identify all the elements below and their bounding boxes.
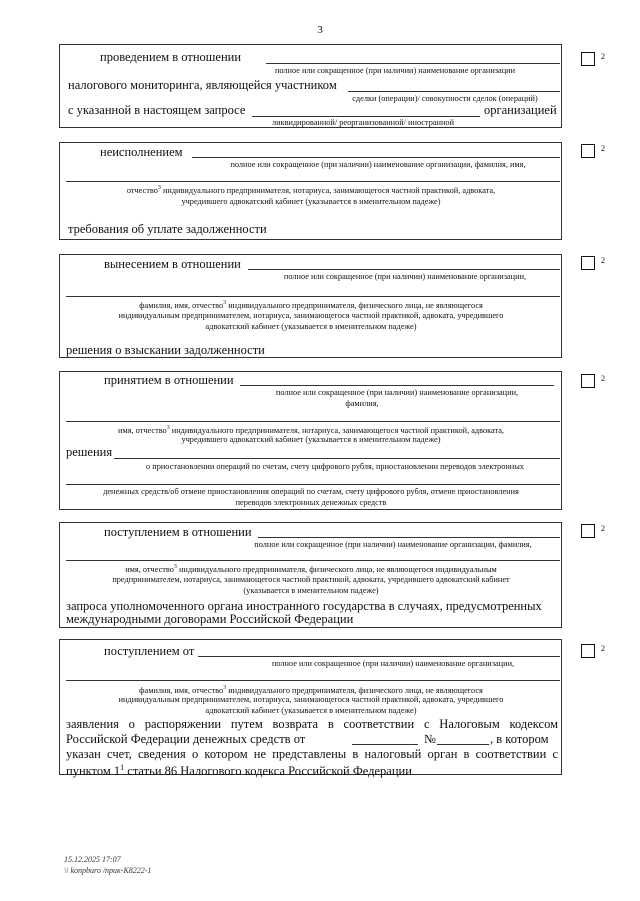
block4-caption4: о приостановлении операций по счетам, счету цифрового рубля, приостановлении переводов электронных — [146, 462, 524, 471]
blank-field[interactable] — [198, 656, 560, 657]
block3-caption1: полное или сокращенное (при наличии) наименование организации, — [283, 272, 527, 281]
block6-paragraph-line4: пунктом $1^1$ статьи 86 Налогового кодекса Российской Федерации — [66, 763, 412, 779]
block6-caption4: адвокатский кабинет (указывается в именительном падеже) — [205, 706, 417, 715]
footnote-mark: 2 — [601, 374, 605, 383]
block3-caption3: индивидуальным предпринимателем, нотариуса, занимающегося частной практикой, адвоката, учредившего — [118, 311, 504, 320]
block5-line2: запроса уполномоченного органа иностранного государства в случаях, предусмотренных — [66, 599, 542, 613]
block2-caption3: учредившего адвокатский кабинет (указывается в именительном падеже) — [181, 197, 441, 206]
block4-caption1: полное или сокращенное (при наличии) наименование организации, — [275, 388, 519, 397]
footnote-mark: 2 — [601, 52, 605, 61]
block5-caption2: имя, отчество$^3$ индивидуального предпринимателя, физического лица, не являющегося индивидуальным — [125, 564, 497, 574]
blank-field[interactable] — [66, 181, 560, 182]
block1-line2: налогового мониторинга, являющейся участником — [68, 78, 337, 92]
checkbox-3[interactable] — [581, 256, 595, 270]
print-source-path: \\ konpburo /npuк-К8222-1 — [64, 866, 152, 875]
block6-paragraph-line2c: , в котором — [490, 732, 549, 746]
block1-line1: проведением в отношении — [100, 50, 242, 64]
checkbox-4[interactable] — [581, 374, 595, 388]
block6-caption2: фамилия, имя, отчество$^3$ индивидуального предпринимателя, физического лица, не являющегося — [139, 685, 483, 695]
block4-caption5: денежных средств/об отмене приостановления операций по счетам, счету цифрового рубля, отмене приостановления — [103, 487, 519, 496]
footnote-mark: 2 — [601, 256, 605, 265]
print-timestamp: 15.12.2025 17:07 — [64, 855, 121, 864]
block6-paragraph-line2b: № — [424, 732, 436, 746]
block6-paragraph-line3: указан счет, сведения о котором не представлены в налоговый орган в соответствии с — [66, 747, 558, 761]
blank-field[interactable] — [66, 421, 560, 422]
block3-caption4: адвокатский кабинет (указывается в именительном падеже) — [205, 322, 417, 331]
number-field[interactable] — [437, 744, 489, 745]
block5-caption3: предпринимателем, нотариуса, занимающегося частной практикой, адвоката, учредившего адвокатский кабинет — [112, 575, 510, 584]
checkbox-6[interactable] — [581, 644, 595, 658]
block2-caption2: отчество$^3$ индивидуального предпринимателя, нотариуса, занимающегося частной практикой, адвоката, — [126, 185, 496, 195]
blank-field[interactable] — [66, 484, 560, 485]
block2-caption1: полное или сокращенное (при наличии) наименование организации, фамилия, имя, — [230, 160, 526, 169]
block5-caption4: (указывается в именительном падеже) — [243, 586, 379, 595]
block3-line2: решения о взыскании задолженности — [66, 343, 265, 357]
blank-field[interactable] — [114, 458, 560, 459]
block1-caption2: сделки (операции)/ совокупности сделок (операций) — [352, 94, 538, 103]
block4-caption2: имя, отчество$^3$ индивидуального предпринимателя, нотариуса, занимающегося частной практикой, адвоката, — [118, 425, 504, 435]
block4-caption3: учредившего адвокатский кабинет (указывается в именительном падеже) — [181, 435, 441, 444]
blank-field[interactable] — [348, 91, 560, 92]
block5-line1: поступлением в отношении — [104, 525, 252, 539]
checkbox-1[interactable] — [581, 52, 595, 66]
blank-field[interactable] — [66, 560, 560, 561]
checkbox-5[interactable] — [581, 524, 595, 538]
blank-field[interactable] — [248, 269, 560, 270]
footnote-mark: 2 — [601, 524, 605, 533]
block1-line3-end: организацией — [484, 103, 557, 117]
block1-caption3: ликвидированной/ реорганизованной/ иностранной — [271, 118, 455, 127]
block6-caption3: индивидуальным предпринимателем, нотариуса, занимающегося частной практикой, адвоката, учредившего — [118, 695, 504, 704]
block6-line1: поступлением от — [104, 644, 195, 658]
block1-line3: с указанной в настоящем запросе — [68, 103, 246, 117]
page-number: 3 — [317, 24, 323, 36]
block6-paragraph-line2a: Российской Федерации денежных средств от — [66, 732, 306, 746]
date-field[interactable] — [352, 744, 418, 745]
blank-field[interactable] — [66, 680, 560, 681]
block4-line2: решения — [66, 445, 113, 459]
checkbox-2[interactable] — [581, 144, 595, 158]
footnote-mark: 2 — [601, 644, 605, 653]
block2-line2: требования об уплате задолженности — [68, 222, 267, 236]
block4-line1: принятием в отношении — [104, 373, 234, 387]
block6-paragraph-line1: заявления о распоряжении путем возврата в соответствии с Налоговым кодексом — [66, 717, 558, 731]
block4-caption1b: фамилия, — [345, 399, 379, 408]
block3-line1: вынесением в отношении — [104, 257, 241, 271]
blank-field[interactable] — [252, 116, 480, 117]
block5-caption1: полное или сокращенное (при наличии) наименование организации, фамилия, — [254, 540, 532, 549]
blank-field[interactable] — [240, 385, 554, 386]
block5-line3: международными договорами Российской Федерации — [66, 612, 354, 626]
block6-caption1: полное или сокращенное (при наличии) наименование организации, — [271, 659, 515, 668]
blank-field[interactable] — [258, 537, 560, 538]
block1-caption1: полное или сокращенное (при наличии) наименование организации — [274, 66, 516, 75]
block2-line1: неисполнением — [100, 145, 183, 159]
block3-caption2: фамилия, имя, отчество$^3$ индивидуального предпринимателя, физического лица, не являющегося — [139, 300, 483, 310]
blank-field[interactable] — [192, 157, 560, 158]
footnote-mark: 2 — [601, 144, 605, 153]
blank-field[interactable] — [266, 63, 560, 64]
block4-caption6: переводов электронных денежных средств — [235, 498, 387, 507]
blank-field[interactable] — [66, 296, 560, 297]
